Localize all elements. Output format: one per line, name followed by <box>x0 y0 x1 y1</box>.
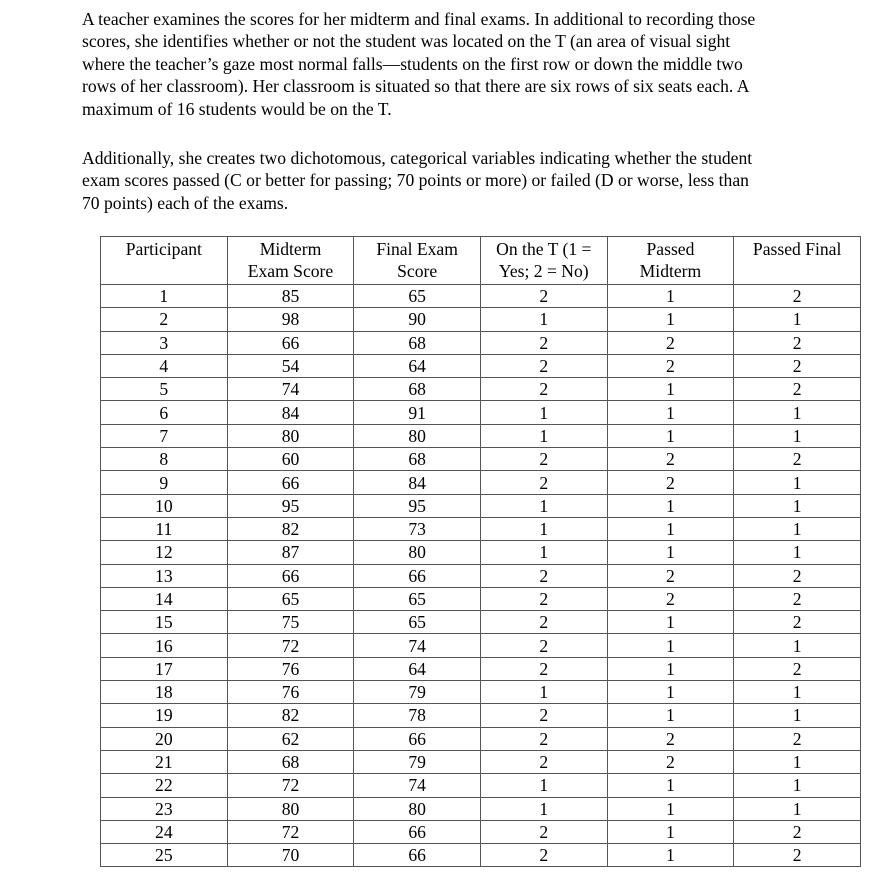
table-cell: 1 <box>607 378 734 401</box>
table-cell: 2 <box>734 844 861 867</box>
table-cell: 3 <box>101 331 228 354</box>
table-cell: 1 <box>480 308 607 331</box>
table-cell: 1 <box>734 704 861 727</box>
paragraph-line: A teacher examines the scores for her midterm and final exams. In additional to recording those <box>82 9 756 29</box>
table-cell: 2 <box>734 285 861 308</box>
table-cell: 2 <box>480 634 607 657</box>
table-cell: 2 <box>480 820 607 843</box>
table-cell: 24 <box>101 820 228 843</box>
table-cell: 2 <box>480 448 607 471</box>
table-cell: 1 <box>480 494 607 517</box>
table-cell: 82 <box>227 704 354 727</box>
table-cell: 74 <box>354 774 481 797</box>
table-cell: 1 <box>734 634 861 657</box>
table-cell: 2 <box>734 820 861 843</box>
table-cell: 10 <box>101 494 228 517</box>
table-cell: 72 <box>227 634 354 657</box>
paragraph-line: 70 points) each of the exams. <box>82 192 289 213</box>
table-cell: 2 <box>480 657 607 680</box>
table-row <box>101 727 861 750</box>
table-row <box>101 657 861 680</box>
table-row <box>101 681 861 704</box>
table-cell: 60 <box>227 448 354 471</box>
column-header-line: On the T (1 = <box>496 239 592 259</box>
table-cell: 64 <box>354 354 481 377</box>
table-cell: 1 <box>607 424 734 447</box>
table-cell: 8 <box>101 448 228 471</box>
table-cell: 1 <box>607 634 734 657</box>
table-cell: 14 <box>101 587 228 610</box>
table-cell: 65 <box>354 611 481 634</box>
table-row <box>101 401 861 424</box>
table-cell: 2 <box>734 331 861 354</box>
table-cell: 74 <box>354 634 481 657</box>
table-cell: 1 <box>480 517 607 540</box>
table-cell: 1 <box>480 424 607 447</box>
table-row <box>101 448 861 471</box>
table-row <box>101 285 861 308</box>
column-header <box>480 237 607 285</box>
table-cell: 1 <box>734 517 861 540</box>
scores-table <box>100 236 861 867</box>
table-cell: 2 <box>607 750 734 773</box>
table-cell: 1 <box>480 681 607 704</box>
table-cell: 80 <box>354 424 481 447</box>
table-cell: 66 <box>227 331 354 354</box>
table-cell: 1 <box>480 797 607 820</box>
table-cell: 11 <box>101 517 228 540</box>
table-row <box>101 820 861 843</box>
table-cell: 76 <box>227 657 354 680</box>
table-cell: 21 <box>101 750 228 773</box>
table-cell: 1 <box>607 494 734 517</box>
table-row <box>101 308 861 331</box>
table-cell: 68 <box>354 331 481 354</box>
table-cell: 95 <box>227 494 354 517</box>
table-cell: 4 <box>101 354 228 377</box>
table-cell: 2 <box>734 587 861 610</box>
table-cell: 1 <box>734 774 861 797</box>
table-cell: 2 <box>734 564 861 587</box>
table-cell: 1 <box>607 285 734 308</box>
column-header-line: Exam Score <box>247 261 334 281</box>
table-cell: 82 <box>227 517 354 540</box>
table-cell: 7 <box>101 424 228 447</box>
table-cell: 2 <box>734 727 861 750</box>
table-row <box>101 494 861 517</box>
table-cell: 2 <box>607 448 734 471</box>
paragraph-line: Additionally, she creates two dichotomous, categorical variables indicating whether the student <box>82 148 753 168</box>
table-cell: 65 <box>354 285 481 308</box>
table-cell: 1 <box>607 844 734 867</box>
paragraph-line: scores, she identifies whether or not the student was located on the T (an area of visual sight <box>82 31 731 52</box>
table-cell: 1 <box>734 471 861 494</box>
paragraph-line: where the teacher’s gaze most normal falls—students on the first row or down the middle two <box>82 53 743 74</box>
table-row <box>101 424 861 447</box>
table-cell: 2 <box>734 448 861 471</box>
table-cell: 1 <box>480 541 607 564</box>
column-header-line: Passed Final <box>752 239 842 259</box>
column-header-line: Passed <box>646 239 695 259</box>
table-cell: 17 <box>101 657 228 680</box>
table-row <box>101 471 861 494</box>
table-cell: 2 <box>607 331 734 354</box>
table-cell: 68 <box>354 378 481 401</box>
table-cell: 1 <box>734 401 861 424</box>
table-cell: 1 <box>607 401 734 424</box>
table-cell: 2 <box>480 587 607 610</box>
table-cell: 95 <box>354 494 481 517</box>
table-cell: 76 <box>227 681 354 704</box>
table-cell: 25 <box>101 844 228 867</box>
table-cell: 68 <box>227 750 354 773</box>
table-row <box>101 587 861 610</box>
table-cell: 1 <box>607 657 734 680</box>
paragraph-line: rows of her classroom). Her classroom is situated so that there are six rows of six seats each. A <box>82 76 750 97</box>
column-header <box>227 237 354 285</box>
table-cell: 66 <box>354 564 481 587</box>
table-cell: 70 <box>227 844 354 867</box>
table-cell: 15 <box>101 611 228 634</box>
table-cell: 1 <box>607 541 734 564</box>
table-cell: 80 <box>354 797 481 820</box>
column-header-line: Score <box>397 261 438 281</box>
table-cell: 2 <box>480 354 607 377</box>
table-cell: 2 <box>480 750 607 773</box>
table-cell: 22 <box>101 774 228 797</box>
column-header-line: Participant <box>125 239 202 259</box>
table-cell: 1 <box>607 517 734 540</box>
table-cell: 2 <box>480 285 607 308</box>
table-row <box>101 564 861 587</box>
table-cell: 84 <box>354 471 481 494</box>
column-header <box>101 237 228 285</box>
table-cell: 66 <box>354 820 481 843</box>
table-cell: 20 <box>101 727 228 750</box>
table-row <box>101 774 861 797</box>
table-row <box>101 704 861 727</box>
table-cell: 1 <box>734 424 861 447</box>
paragraph-line: maximum of 16 students would be on the T. <box>82 98 392 119</box>
table-row <box>101 354 861 377</box>
table-cell: 74 <box>227 378 354 401</box>
table-cell: 80 <box>227 424 354 447</box>
table-cell: 2 <box>734 378 861 401</box>
table-cell: 2 <box>480 844 607 867</box>
table-cell: 75 <box>227 611 354 634</box>
table-row <box>101 331 861 354</box>
table-cell: 1 <box>734 541 861 564</box>
table-cell: 1 <box>734 797 861 820</box>
table-cell: 1 <box>607 774 734 797</box>
table-cell: 65 <box>227 587 354 610</box>
table-cell: 73 <box>354 517 481 540</box>
table-cell: 2 <box>480 331 607 354</box>
table-cell: 72 <box>227 774 354 797</box>
table-cell: 19 <box>101 704 228 727</box>
table-row <box>101 634 861 657</box>
table-cell: 2 <box>607 587 734 610</box>
table-row <box>101 378 861 401</box>
table-cell: 66 <box>354 727 481 750</box>
table-cell: 79 <box>354 750 481 773</box>
table-cell: 2 <box>480 727 607 750</box>
table-row <box>101 750 861 773</box>
table-cell: 18 <box>101 681 228 704</box>
table-cell: 2 <box>734 354 861 377</box>
table-cell: 54 <box>227 354 354 377</box>
column-header-line: Yes; 2 = No) <box>498 261 589 281</box>
table-cell: 1 <box>607 611 734 634</box>
table-cell: 2 <box>607 354 734 377</box>
table-cell: 91 <box>354 401 481 424</box>
table-cell: 72 <box>227 820 354 843</box>
table-cell: 6 <box>101 401 228 424</box>
variables-paragraph <box>82 147 872 214</box>
table-cell: 2 <box>734 611 861 634</box>
table-cell: 62 <box>227 727 354 750</box>
table-row <box>101 611 861 634</box>
table-cell: 65 <box>354 587 481 610</box>
column-header-line: Final Exam <box>376 239 458 259</box>
table-cell: 2 <box>480 564 607 587</box>
table-cell: 2 <box>607 727 734 750</box>
table-cell: 2 <box>607 564 734 587</box>
table-cell: 1 <box>607 704 734 727</box>
table-cell: 16 <box>101 634 228 657</box>
table-cell: 1 <box>101 285 228 308</box>
table-cell: 9 <box>101 471 228 494</box>
table-cell: 1 <box>734 750 861 773</box>
table-row <box>101 844 861 867</box>
column-header <box>354 237 481 285</box>
table-cell: 66 <box>227 471 354 494</box>
table-cell: 79 <box>354 681 481 704</box>
table-cell: 1 <box>480 774 607 797</box>
table-cell: 80 <box>354 541 481 564</box>
table-cell: 84 <box>227 401 354 424</box>
table-cell: 13 <box>101 564 228 587</box>
table-cell: 1 <box>734 681 861 704</box>
table-cell: 66 <box>227 564 354 587</box>
table-cell: 12 <box>101 541 228 564</box>
table-cell: 68 <box>354 448 481 471</box>
table-cell: 80 <box>227 797 354 820</box>
paragraph-line: exam scores passed (C or better for passing; 70 points or more) or failed (D or worse, less than <box>82 170 749 191</box>
table-cell: 2 <box>607 471 734 494</box>
table-cell: 64 <box>354 657 481 680</box>
table-cell: 66 <box>354 844 481 867</box>
table-row <box>101 517 861 540</box>
table-cell: 2 <box>734 657 861 680</box>
table-cell: 1 <box>734 308 861 331</box>
table-cell: 2 <box>480 611 607 634</box>
table-row <box>101 797 861 820</box>
table-cell: 1 <box>734 494 861 517</box>
column-header <box>607 237 734 285</box>
table-cell: 5 <box>101 378 228 401</box>
table-cell: 1 <box>607 797 734 820</box>
table-cell: 23 <box>101 797 228 820</box>
table-cell: 2 <box>480 471 607 494</box>
table-cell: 78 <box>354 704 481 727</box>
table-header-row <box>101 237 861 285</box>
table-cell: 2 <box>101 308 228 331</box>
table-cell: 1 <box>607 308 734 331</box>
table-cell: 2 <box>480 378 607 401</box>
column-header-line: Midterm <box>259 239 322 259</box>
table-cell: 1 <box>607 681 734 704</box>
column-header-line: Midterm <box>639 261 702 281</box>
table-cell: 1 <box>480 401 607 424</box>
table-cell: 1 <box>607 820 734 843</box>
table-cell: 90 <box>354 308 481 331</box>
table-cell: 85 <box>227 285 354 308</box>
table-cell: 98 <box>227 308 354 331</box>
table-cell: 87 <box>227 541 354 564</box>
column-header <box>734 237 861 285</box>
table-cell: 2 <box>480 704 607 727</box>
intro-paragraph <box>82 8 872 120</box>
table-row <box>101 541 861 564</box>
